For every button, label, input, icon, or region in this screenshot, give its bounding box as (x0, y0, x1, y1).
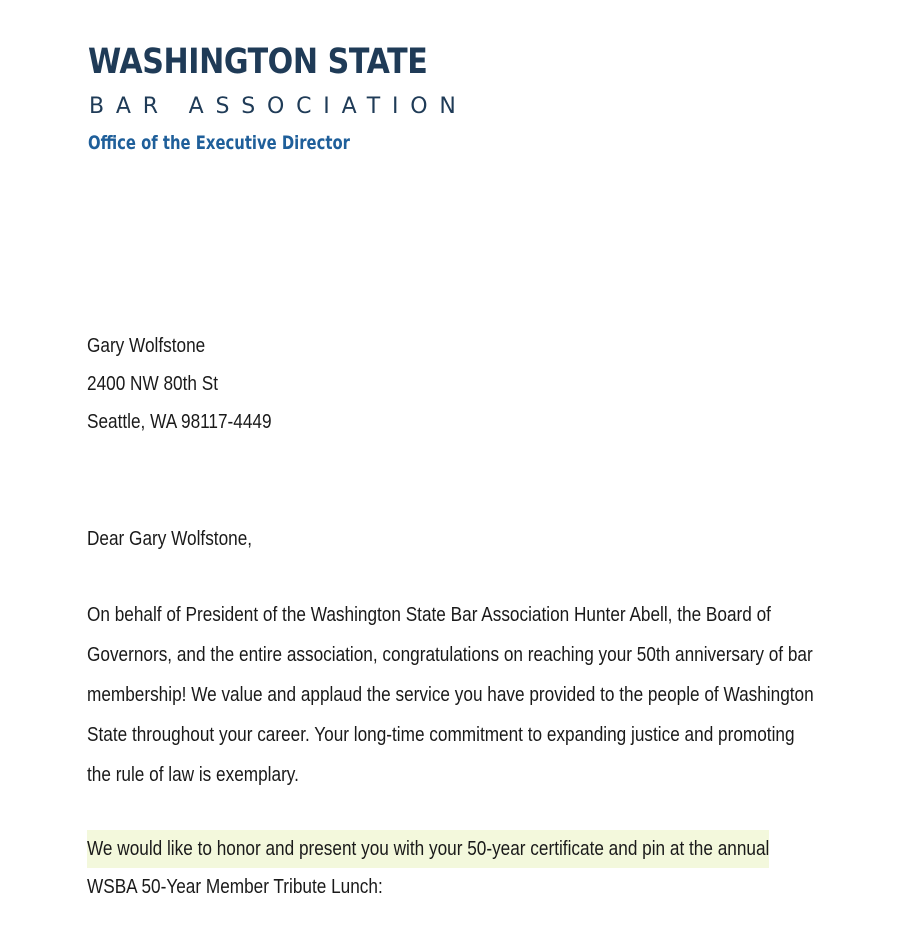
paragraph-line: Governors, and the entire association, congratulations on reaching your 50th anniversary of bar (87, 644, 813, 666)
letterhead (88, 42, 468, 154)
office-subtitle: Office of the Executive Director (88, 132, 350, 154)
body-paragraph-2 (87, 830, 769, 906)
paragraph-line: We would like to honor and present you with your 50-year certificate and pin at the annual (87, 830, 769, 868)
paragraph-line: the rule of law is exemplary. (87, 764, 299, 786)
paragraph-line: membership! We value and applaud the service you have provided to the people of Washington (87, 684, 814, 706)
salutation: Dear Gary Wolfstone, (87, 528, 253, 550)
recipient-street: 2400 NW 80th St (87, 373, 218, 395)
paragraph-line: WSBA 50-Year Member Tribute Lunch: (87, 876, 383, 898)
recipient-name: Gary Wolfstone (87, 335, 206, 357)
paragraph-line: On behalf of President of the Washington State Bar Association Hunter Abell, the Board of (87, 604, 771, 626)
org-name-line1: WASHINGTON STATE (88, 42, 428, 82)
org-name-line2: BAR ASSOCIATION (89, 94, 468, 119)
body-paragraph-1 (87, 595, 814, 795)
recipient-address (87, 327, 272, 441)
recipient-city: Seattle, WA 98117-4449 (87, 411, 272, 433)
paragraph-line: State throughout your career. Your long-time commitment to expanding justice and promoting (87, 724, 795, 746)
